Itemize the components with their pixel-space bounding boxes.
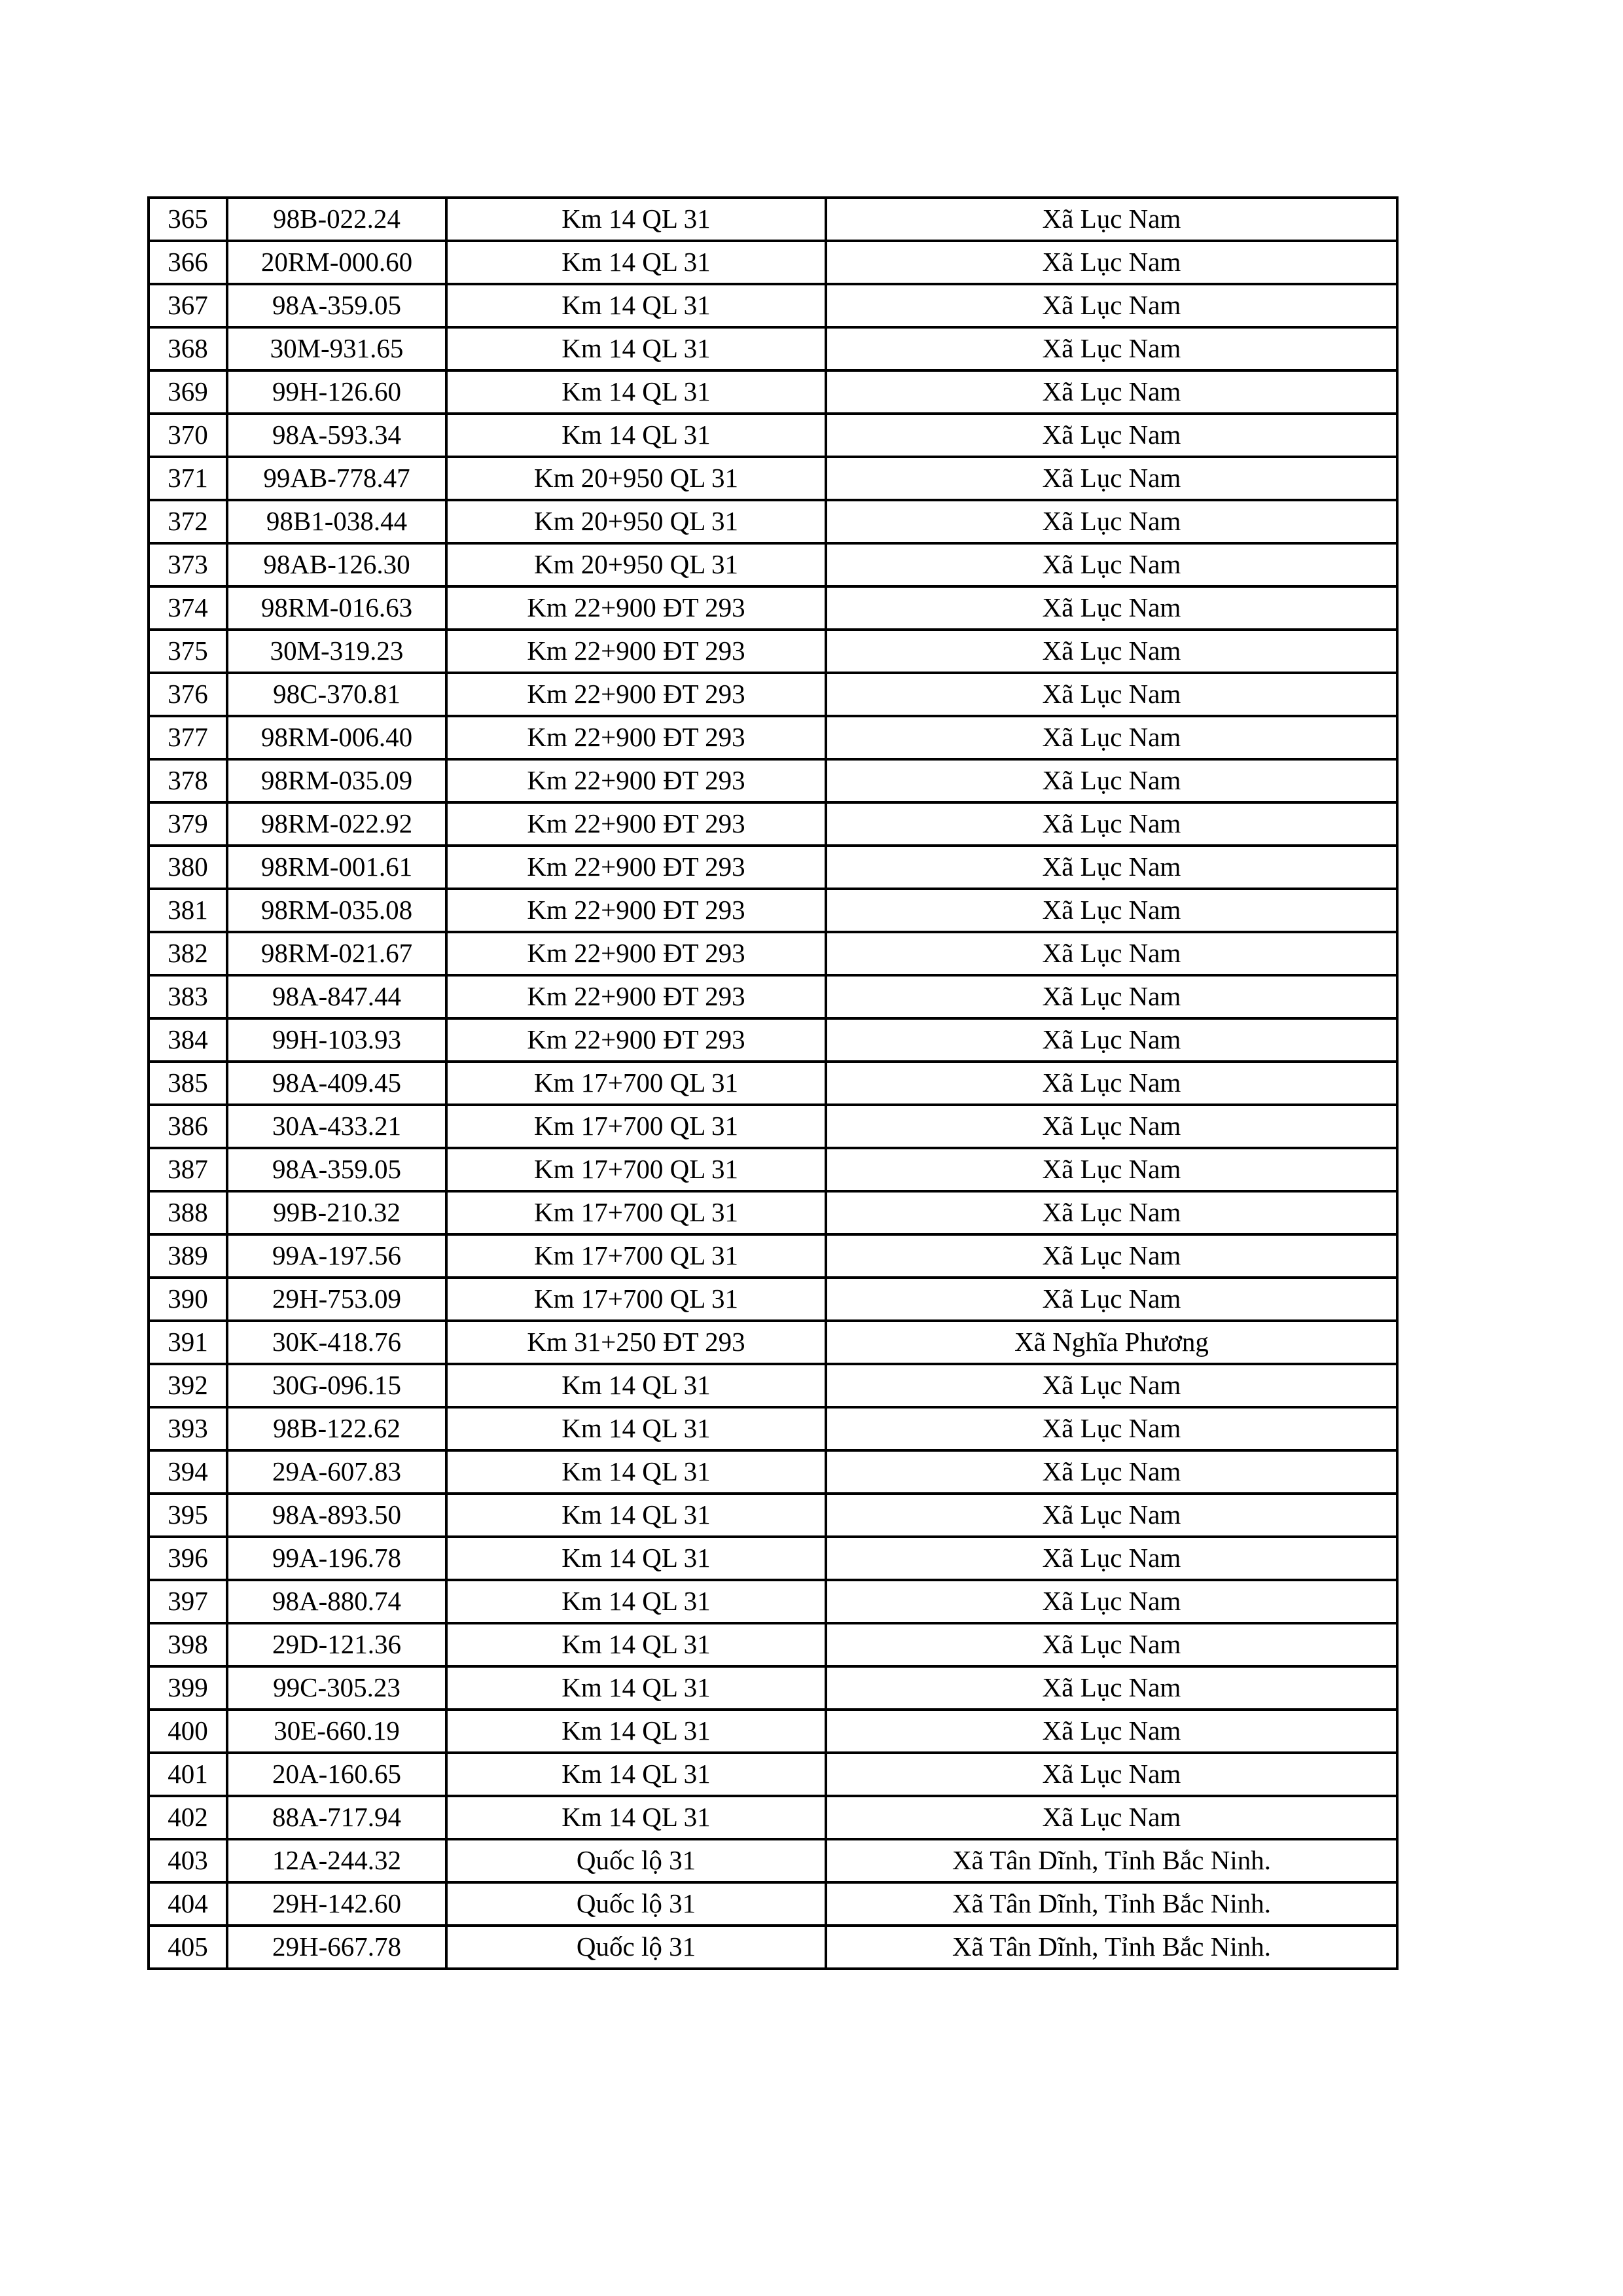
cell-plate: 88A-717.94 bbox=[227, 1796, 446, 1839]
cell-ward: Xã Tân Dĩnh, Tỉnh Bắc Ninh. bbox=[826, 1926, 1397, 1969]
cell-stt: 375 bbox=[149, 630, 227, 673]
table-row bbox=[149, 1148, 1397, 1191]
cell-plate: 98A-893.50 bbox=[227, 1494, 446, 1537]
cell-stt: 403 bbox=[149, 1839, 227, 1882]
cell-stt: 369 bbox=[149, 370, 227, 414]
cell-ward: Xã Lục Nam bbox=[826, 1148, 1397, 1191]
cell-location: Km 14 QL 31 bbox=[446, 414, 826, 457]
cell-plate: 98A-409.45 bbox=[227, 1062, 446, 1105]
cell-ward: Xã Lục Nam bbox=[826, 1796, 1397, 1839]
cell-stt: 399 bbox=[149, 1666, 227, 1710]
cell-location: Km 20+950 QL 31 bbox=[446, 543, 826, 586]
table-row bbox=[149, 370, 1397, 414]
cell-ward: Xã Lục Nam bbox=[826, 241, 1397, 284]
table-row bbox=[149, 1450, 1397, 1494]
cell-plate: 98RM-016.63 bbox=[227, 586, 446, 630]
cell-location: Quốc lộ 31 bbox=[446, 1926, 826, 1969]
cell-ward: Xã Tân Dĩnh, Tỉnh Bắc Ninh. bbox=[826, 1882, 1397, 1926]
cell-ward: Xã Lục Nam bbox=[826, 1062, 1397, 1105]
cell-ward: Xã Lục Nam bbox=[826, 1537, 1397, 1580]
cell-plate: 98A-847.44 bbox=[227, 975, 446, 1018]
table-row bbox=[149, 457, 1397, 500]
cell-stt: 392 bbox=[149, 1364, 227, 1407]
cell-stt: 396 bbox=[149, 1537, 227, 1580]
cell-plate: 20A-160.65 bbox=[227, 1753, 446, 1796]
cell-location: Km 22+900 ĐT 293 bbox=[446, 1018, 826, 1062]
cell-stt: 374 bbox=[149, 586, 227, 630]
cell-plate: 98AB-126.30 bbox=[227, 543, 446, 586]
cell-plate: 99A-197.56 bbox=[227, 1234, 446, 1278]
cell-stt: 373 bbox=[149, 543, 227, 586]
cell-location: Km 22+900 ĐT 293 bbox=[446, 673, 826, 716]
cell-plate: 30K-418.76 bbox=[227, 1321, 446, 1364]
cell-ward: Xã Lục Nam bbox=[826, 284, 1397, 327]
cell-stt: 401 bbox=[149, 1753, 227, 1796]
table-row bbox=[149, 1666, 1397, 1710]
cell-plate: 30M-319.23 bbox=[227, 630, 446, 673]
cell-plate: 98C-370.81 bbox=[227, 673, 446, 716]
cell-plate: 30E-660.19 bbox=[227, 1710, 446, 1753]
cell-plate: 98A-880.74 bbox=[227, 1580, 446, 1623]
cell-plate: 98RM-021.67 bbox=[227, 932, 446, 975]
vehicle-table-body bbox=[149, 198, 1397, 1969]
table-row bbox=[149, 1537, 1397, 1580]
cell-plate: 98B-122.62 bbox=[227, 1407, 446, 1450]
cell-ward: Xã Lục Nam bbox=[826, 500, 1397, 543]
cell-stt: 381 bbox=[149, 889, 227, 932]
cell-plate: 20RM-000.60 bbox=[227, 241, 446, 284]
cell-location: Km 14 QL 31 bbox=[446, 1364, 826, 1407]
cell-location: Km 14 QL 31 bbox=[446, 1580, 826, 1623]
cell-ward: Xã Nghĩa Phương bbox=[826, 1321, 1397, 1364]
table-row bbox=[149, 414, 1397, 457]
cell-stt: 393 bbox=[149, 1407, 227, 1450]
cell-plate: 29A-607.83 bbox=[227, 1450, 446, 1494]
table-row bbox=[149, 1623, 1397, 1666]
cell-ward: Xã Lục Nam bbox=[826, 1494, 1397, 1537]
cell-ward: Xã Lục Nam bbox=[826, 975, 1397, 1018]
cell-location: Km 20+950 QL 31 bbox=[446, 500, 826, 543]
cell-location: Km 14 QL 31 bbox=[446, 284, 826, 327]
cell-ward: Xã Lục Nam bbox=[826, 414, 1397, 457]
cell-plate: 98RM-035.08 bbox=[227, 889, 446, 932]
table-row bbox=[149, 1710, 1397, 1753]
cell-stt: 376 bbox=[149, 673, 227, 716]
vehicle-table-container bbox=[147, 196, 1396, 1970]
cell-location: Quốc lộ 31 bbox=[446, 1839, 826, 1882]
table-row bbox=[149, 500, 1397, 543]
cell-plate: 29D-121.36 bbox=[227, 1623, 446, 1666]
table-row bbox=[149, 1234, 1397, 1278]
cell-location: Km 22+900 ĐT 293 bbox=[446, 759, 826, 802]
table-row bbox=[149, 1191, 1397, 1234]
table-row bbox=[149, 1364, 1397, 1407]
cell-plate: 99H-103.93 bbox=[227, 1018, 446, 1062]
cell-ward: Xã Lục Nam bbox=[826, 1580, 1397, 1623]
cell-plate: 98A-593.34 bbox=[227, 414, 446, 457]
cell-stt: 395 bbox=[149, 1494, 227, 1537]
table-row bbox=[149, 846, 1397, 889]
cell-plate: 29H-753.09 bbox=[227, 1278, 446, 1321]
cell-stt: 389 bbox=[149, 1234, 227, 1278]
cell-location: Km 17+700 QL 31 bbox=[446, 1234, 826, 1278]
cell-plate: 30G-096.15 bbox=[227, 1364, 446, 1407]
cell-plate: 99A-196.78 bbox=[227, 1537, 446, 1580]
table-row bbox=[149, 1839, 1397, 1882]
cell-plate: 98RM-001.61 bbox=[227, 846, 446, 889]
cell-stt: 379 bbox=[149, 802, 227, 846]
cell-stt: 400 bbox=[149, 1710, 227, 1753]
cell-location: Km 14 QL 31 bbox=[446, 198, 826, 241]
cell-ward: Xã Lục Nam bbox=[826, 1105, 1397, 1148]
cell-location: Km 14 QL 31 bbox=[446, 1450, 826, 1494]
cell-ward: Xã Lục Nam bbox=[826, 1278, 1397, 1321]
cell-plate: 99B-210.32 bbox=[227, 1191, 446, 1234]
cell-location: Km 22+900 ĐT 293 bbox=[446, 716, 826, 759]
cell-location: Km 22+900 ĐT 293 bbox=[446, 630, 826, 673]
table-row bbox=[149, 1321, 1397, 1364]
cell-ward: Xã Lục Nam bbox=[826, 543, 1397, 586]
cell-ward: Xã Lục Nam bbox=[826, 1450, 1397, 1494]
cell-ward: Xã Lục Nam bbox=[826, 457, 1397, 500]
cell-location: Km 22+900 ĐT 293 bbox=[446, 802, 826, 846]
cell-location: Km 14 QL 31 bbox=[446, 1537, 826, 1580]
cell-ward: Xã Lục Nam bbox=[826, 759, 1397, 802]
cell-stt: 391 bbox=[149, 1321, 227, 1364]
cell-ward: Xã Lục Nam bbox=[826, 716, 1397, 759]
cell-stt: 368 bbox=[149, 327, 227, 370]
cell-stt: 385 bbox=[149, 1062, 227, 1105]
cell-plate: 98A-359.05 bbox=[227, 1148, 446, 1191]
cell-plate: 98B1-038.44 bbox=[227, 500, 446, 543]
cell-ward: Xã Lục Nam bbox=[826, 1407, 1397, 1450]
cell-stt: 365 bbox=[149, 198, 227, 241]
table-row bbox=[149, 975, 1397, 1018]
cell-location: Km 14 QL 31 bbox=[446, 1494, 826, 1537]
cell-stt: 398 bbox=[149, 1623, 227, 1666]
cell-ward: Xã Lục Nam bbox=[826, 846, 1397, 889]
table-row bbox=[149, 1407, 1397, 1450]
cell-stt: 372 bbox=[149, 500, 227, 543]
table-row bbox=[149, 241, 1397, 284]
cell-plate: 98RM-022.92 bbox=[227, 802, 446, 846]
cell-plate: 99AB-778.47 bbox=[227, 457, 446, 500]
cell-stt: 380 bbox=[149, 846, 227, 889]
cell-ward: Xã Lục Nam bbox=[826, 889, 1397, 932]
cell-ward: Xã Tân Dĩnh, Tỉnh Bắc Ninh. bbox=[826, 1839, 1397, 1882]
cell-ward: Xã Lục Nam bbox=[826, 673, 1397, 716]
table-row bbox=[149, 716, 1397, 759]
cell-plate: 30M-931.65 bbox=[227, 327, 446, 370]
cell-location: Km 14 QL 31 bbox=[446, 1796, 826, 1839]
cell-ward: Xã Lục Nam bbox=[826, 1018, 1397, 1062]
cell-stt: 371 bbox=[149, 457, 227, 500]
table-row bbox=[149, 543, 1397, 586]
cell-ward: Xã Lục Nam bbox=[826, 802, 1397, 846]
table-row bbox=[149, 802, 1397, 846]
table-row bbox=[149, 586, 1397, 630]
table-row bbox=[149, 1796, 1397, 1839]
cell-stt: 366 bbox=[149, 241, 227, 284]
cell-location: Km 31+250 ĐT 293 bbox=[446, 1321, 826, 1364]
cell-ward: Xã Lục Nam bbox=[826, 1234, 1397, 1278]
table-row bbox=[149, 759, 1397, 802]
cell-plate: 99C-305.23 bbox=[227, 1666, 446, 1710]
table-row bbox=[149, 1062, 1397, 1105]
cell-plate: 29H-667.78 bbox=[227, 1926, 446, 1969]
cell-ward: Xã Lục Nam bbox=[826, 932, 1397, 975]
cell-location: Km 17+700 QL 31 bbox=[446, 1062, 826, 1105]
table-row bbox=[149, 889, 1397, 932]
cell-stt: 388 bbox=[149, 1191, 227, 1234]
cell-plate: 98RM-035.09 bbox=[227, 759, 446, 802]
table-row bbox=[149, 284, 1397, 327]
cell-location: Km 22+900 ĐT 293 bbox=[446, 975, 826, 1018]
vehicle-table bbox=[147, 196, 1399, 1970]
table-row bbox=[149, 327, 1397, 370]
cell-location: Km 17+700 QL 31 bbox=[446, 1148, 826, 1191]
cell-stt: 386 bbox=[149, 1105, 227, 1148]
table-row bbox=[149, 1018, 1397, 1062]
cell-stt: 404 bbox=[149, 1882, 227, 1926]
table-row bbox=[149, 198, 1397, 241]
cell-stt: 378 bbox=[149, 759, 227, 802]
cell-ward: Xã Lục Nam bbox=[826, 630, 1397, 673]
table-row bbox=[149, 1278, 1397, 1321]
cell-location: Km 22+900 ĐT 293 bbox=[446, 846, 826, 889]
cell-stt: 387 bbox=[149, 1148, 227, 1191]
cell-stt: 370 bbox=[149, 414, 227, 457]
cell-location: Km 14 QL 31 bbox=[446, 241, 826, 284]
cell-stt: 367 bbox=[149, 284, 227, 327]
cell-location: Km 14 QL 31 bbox=[446, 327, 826, 370]
table-row bbox=[149, 1494, 1397, 1537]
cell-location: Km 14 QL 31 bbox=[446, 1666, 826, 1710]
cell-ward: Xã Lục Nam bbox=[826, 327, 1397, 370]
cell-plate: 98B-022.24 bbox=[227, 198, 446, 241]
cell-stt: 405 bbox=[149, 1926, 227, 1969]
cell-plate: 30A-433.21 bbox=[227, 1105, 446, 1148]
cell-stt: 390 bbox=[149, 1278, 227, 1321]
cell-stt: 394 bbox=[149, 1450, 227, 1494]
cell-ward: Xã Lục Nam bbox=[826, 370, 1397, 414]
cell-location: Km 17+700 QL 31 bbox=[446, 1105, 826, 1148]
cell-plate: 29H-142.60 bbox=[227, 1882, 446, 1926]
cell-plate: 98RM-006.40 bbox=[227, 716, 446, 759]
cell-ward: Xã Lục Nam bbox=[826, 1364, 1397, 1407]
cell-location: Km 14 QL 31 bbox=[446, 1407, 826, 1450]
cell-stt: 397 bbox=[149, 1580, 227, 1623]
cell-location: Km 22+900 ĐT 293 bbox=[446, 932, 826, 975]
cell-stt: 383 bbox=[149, 975, 227, 1018]
cell-ward: Xã Lục Nam bbox=[826, 1753, 1397, 1796]
cell-ward: Xã Lục Nam bbox=[826, 1623, 1397, 1666]
cell-location: Km 22+900 ĐT 293 bbox=[446, 586, 826, 630]
table-row bbox=[149, 1580, 1397, 1623]
table-row bbox=[149, 1753, 1397, 1796]
cell-location: Km 20+950 QL 31 bbox=[446, 457, 826, 500]
cell-ward: Xã Lục Nam bbox=[826, 1191, 1397, 1234]
cell-location: Km 14 QL 31 bbox=[446, 1710, 826, 1753]
table-row bbox=[149, 673, 1397, 716]
cell-plate: 12A-244.32 bbox=[227, 1839, 446, 1882]
cell-ward: Xã Lục Nam bbox=[826, 198, 1397, 241]
cell-stt: 402 bbox=[149, 1796, 227, 1839]
cell-location: Quốc lộ 31 bbox=[446, 1882, 826, 1926]
table-row bbox=[149, 1882, 1397, 1926]
table-row bbox=[149, 932, 1397, 975]
cell-ward: Xã Lục Nam bbox=[826, 1666, 1397, 1710]
cell-location: Km 14 QL 31 bbox=[446, 370, 826, 414]
cell-location: Km 14 QL 31 bbox=[446, 1623, 826, 1666]
cell-stt: 382 bbox=[149, 932, 227, 975]
cell-location: Km 14 QL 31 bbox=[446, 1753, 826, 1796]
cell-ward: Xã Lục Nam bbox=[826, 1710, 1397, 1753]
cell-ward: Xã Lục Nam bbox=[826, 586, 1397, 630]
cell-location: Km 17+700 QL 31 bbox=[446, 1191, 826, 1234]
cell-location: Km 22+900 ĐT 293 bbox=[446, 889, 826, 932]
table-row bbox=[149, 630, 1397, 673]
cell-stt: 384 bbox=[149, 1018, 227, 1062]
cell-plate: 98A-359.05 bbox=[227, 284, 446, 327]
table-row bbox=[149, 1105, 1397, 1148]
table-row bbox=[149, 1926, 1397, 1969]
cell-location: Km 17+700 QL 31 bbox=[446, 1278, 826, 1321]
cell-plate: 99H-126.60 bbox=[227, 370, 446, 414]
cell-stt: 377 bbox=[149, 716, 227, 759]
